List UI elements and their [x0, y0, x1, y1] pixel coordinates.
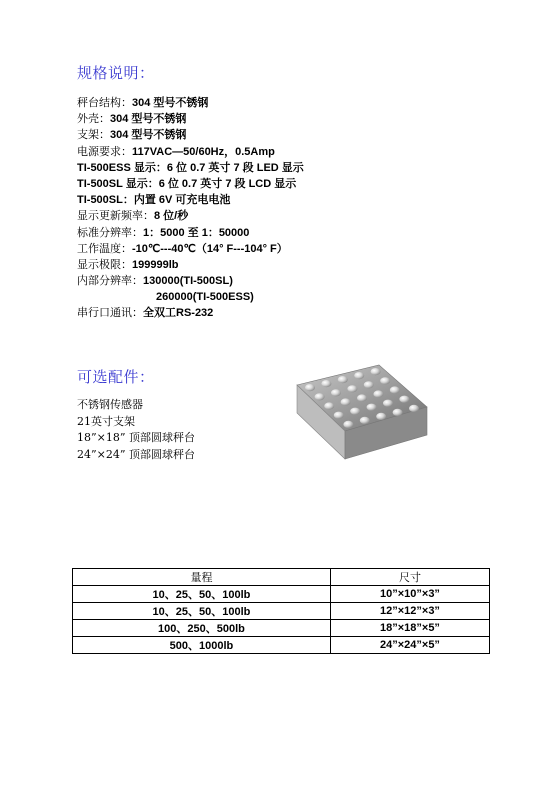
spec-line: [77, 95, 377, 111]
spec-value: 8 位/秒: [154, 210, 189, 223]
size-cell: 12”×12”×3”: [330, 603, 489, 620]
scale-platform-image: [293, 355, 429, 467]
dome-icon: [380, 377, 390, 384]
spec-label: 支架：: [77, 128, 110, 142]
dome-icon: [383, 400, 393, 407]
capacity-cell: 10、25、50、100lb: [73, 603, 331, 620]
table-row: [73, 620, 490, 637]
dome-icon: [393, 409, 403, 416]
accessory-item: 21英寸支架: [77, 414, 135, 428]
spec-value: 260000(TI-500ESS): [156, 291, 254, 304]
table-row: [73, 603, 490, 620]
header-capacity: 量程: [73, 569, 331, 586]
spec-value: -10℃---40℃（14° F---104° F）: [132, 242, 288, 255]
dome-icon: [305, 384, 315, 391]
size-cell: 10”×10”×3”: [330, 586, 489, 603]
dome-icon: [324, 402, 334, 409]
spec-value: 304 型号不锈钢: [110, 129, 187, 142]
spec-line: [77, 160, 377, 176]
spec-line: [77, 127, 377, 143]
dome-icon: [331, 389, 341, 396]
accessory-item: 24”×24” 顶部圆球秤台: [77, 447, 195, 461]
dome-icon: [338, 376, 348, 383]
spec-value: 1：5000 至 1：50000: [143, 226, 250, 239]
spec-value: 全双工RS-232: [143, 307, 214, 320]
dome-icon: [341, 398, 351, 405]
dome-icon: [360, 417, 370, 424]
dome-icon: [347, 385, 357, 392]
dome-icon: [371, 368, 381, 375]
capacity-cell: 100、250、500lb: [73, 620, 331, 637]
capacity-cell: 10、25、50、100lb: [73, 586, 331, 603]
specs-title: 规格说明：: [77, 64, 155, 82]
dome-icon: [343, 421, 353, 428]
table-row: [73, 637, 490, 654]
accessory-item: 不锈钢传感器: [77, 398, 143, 411]
spec-line: [77, 208, 377, 224]
accessories-title: 可选配件：: [77, 368, 155, 386]
spec-label: 工作温度：: [77, 241, 132, 255]
dome-icon: [334, 412, 344, 419]
spec-value: TI-500ESS 显示：6 位 0.7 英寸 7 段 LED 显示: [77, 161, 304, 174]
spec-label: 显示极限：: [77, 257, 132, 271]
capacity-cell: 500、1000lb: [73, 637, 331, 654]
dome-icon: [354, 372, 364, 379]
dome-icon: [376, 413, 386, 420]
spec-value: 130000(TI-500SL): [143, 275, 233, 288]
spec-label: 内部分辨率：: [77, 274, 143, 288]
spec-line: [77, 176, 377, 192]
dome-icon: [367, 404, 377, 411]
spec-value: 304 型号不锈钢: [110, 113, 187, 126]
size-cell: 18”×18”×5”: [330, 620, 489, 637]
capacity-size-table: [72, 568, 490, 654]
table-header-row: [73, 569, 490, 586]
spec-line: [77, 111, 377, 127]
spec-label: 电源要求：: [77, 144, 132, 158]
spec-line: [77, 273, 377, 289]
spec-list: [77, 95, 377, 322]
spec-line: [77, 192, 377, 208]
spec-line: [77, 225, 377, 241]
spec-value: TI-500SL 显示：6 位 0.7 英寸 7 段 LCD 显示: [77, 177, 297, 190]
dome-icon: [364, 381, 374, 388]
spec-value: TI-500SL：内置 6V 可充电电池: [77, 194, 231, 207]
spec-label: 外壳：: [77, 112, 110, 126]
dome-icon: [350, 408, 360, 415]
spec-label: 串行口通讯：: [77, 306, 143, 320]
spec-label: 标准分辨率：: [77, 225, 143, 239]
header-size: 尺寸: [330, 569, 489, 586]
spec-label: 秤台结构：: [77, 96, 132, 109]
dome-icon: [357, 394, 367, 401]
spec-value: 304 型号不锈钢: [132, 97, 209, 109]
spec-value: 199999lb: [132, 258, 179, 271]
spec-label: 显示更新频率：: [77, 209, 154, 223]
spec-value: 117VAC—50/60Hz，0.5Amp: [132, 145, 275, 158]
dome-icon: [399, 396, 409, 403]
dome-icon: [409, 405, 419, 412]
dome-icon: [373, 390, 383, 397]
size-cell: 24”×24”×5”: [330, 637, 489, 654]
dome-icon: [390, 386, 400, 393]
accessory-item: 18”×18” 顶部圆球秤台: [77, 431, 195, 444]
dome-icon: [315, 393, 325, 400]
spec-line: [77, 144, 377, 160]
dome-icon: [321, 380, 331, 387]
spec-line: [77, 289, 377, 305]
spec-line: [77, 305, 377, 321]
spec-line: [77, 257, 377, 273]
table-row: [73, 586, 490, 603]
accessory-list: [77, 397, 195, 463]
spec-line: [77, 241, 377, 257]
